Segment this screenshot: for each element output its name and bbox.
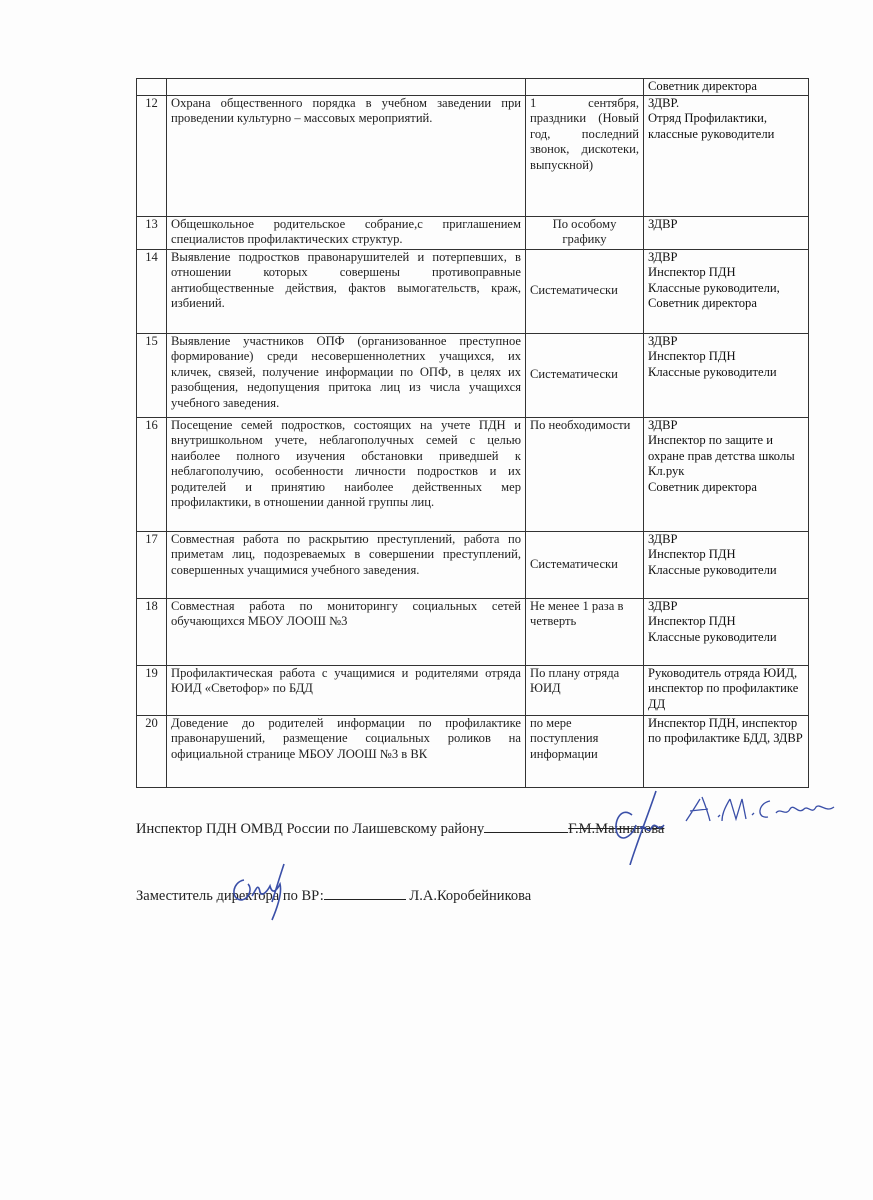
- responsible-line: Классные руководители: [648, 364, 777, 379]
- responsible-cell: [644, 95, 809, 216]
- table-row: [137, 665, 809, 715]
- responsible-cell: [644, 249, 809, 333]
- responsible-line: ЗДВР: [648, 417, 678, 432]
- responsible-line: Классные руководители: [648, 629, 777, 644]
- responsible-cell: [644, 598, 809, 665]
- row-number: 20: [137, 715, 167, 787]
- activity-cell: Выявление подростков правонарушителей и потерпевших, в отношении которых совершены противоправные антиобщественные действия, фактов вымогательств, краж, избиений.: [167, 249, 526, 333]
- timing-cell: по мере поступления информации: [526, 715, 644, 787]
- deputy-signature-line: [136, 885, 531, 905]
- responsible-cell: [644, 715, 809, 787]
- responsible-line: Инспектор ПДН: [648, 547, 736, 561]
- timing-cell: По плану отряда ЮИД: [526, 665, 644, 715]
- responsible-line: Кл.рук: [648, 464, 685, 478]
- timing-cell: По необходимости: [526, 417, 644, 531]
- signature-blank: [324, 885, 406, 900]
- responsible-line: ЗДВР.: [648, 95, 680, 110]
- inspector-name: Г.М.Маннапова: [568, 821, 665, 837]
- timing-cell: Систематически: [526, 531, 644, 598]
- row-number: 16: [137, 417, 167, 531]
- responsible-line: Инспектор по защите и охране прав детства школы: [648, 433, 795, 463]
- table-row: [137, 715, 809, 787]
- deputy-title: Заместитель директора по ВР:: [136, 888, 324, 904]
- responsible-cell: [644, 531, 809, 598]
- responsible-line: ЗДВР: [648, 216, 678, 231]
- table-row: [137, 216, 809, 249]
- row-number: 19: [137, 665, 167, 715]
- inspector-title: Инспектор ПДН ОМВД России по Лаишевскому району: [136, 821, 485, 837]
- row-number: [137, 79, 167, 96]
- activity-cell: [167, 79, 526, 96]
- responsible-line: Инспектор ПДН: [648, 349, 736, 363]
- responsible-line: Руководитель отряда ЮИД, инспектор по профилактике ДД: [648, 665, 799, 711]
- timing-cell: По особому графику: [526, 216, 644, 249]
- row-number: 17: [137, 531, 167, 598]
- table-row: [137, 417, 809, 531]
- table-row: [137, 249, 809, 333]
- responsible-cell: [644, 333, 809, 417]
- activity-cell: Доведение до родителей информации по профилактике правонарушений, размещение социальных роликов на официальной странице МБОУ ЛООШ №3 в ВК: [167, 715, 526, 787]
- responsible-cell: [644, 665, 809, 715]
- signature-blank: [484, 818, 568, 833]
- activity-plan-table: [136, 78, 809, 788]
- responsible-line: Советник директора: [648, 79, 757, 93]
- activity-cell: Выявление участников ОПФ (организованное преступное формирование) среди несовершеннолетних учащихся, их кличек, связей, получение информации по ОПФ, в целях их разобщения, недопущения притока лиц из числа учащихся учебного заведения.: [167, 333, 526, 417]
- responsible-cell: [644, 417, 809, 531]
- responsible-line: ЗДВР: [648, 598, 678, 613]
- inspector-signature: [590, 785, 850, 865]
- table-row: [137, 531, 809, 598]
- row-number: 12: [137, 95, 167, 216]
- deputy-signature: [222, 862, 302, 922]
- responsible-line: Классные руководители: [648, 562, 777, 577]
- responsible-line: Отряд Профилактики, классные руководители: [648, 111, 775, 141]
- row-number: 15: [137, 333, 167, 417]
- activity-cell: Посещение семей подростков, состоящих на учете ПДН и внутришкольном учете, неблагополучных семей с целью наиболее полного изучения обстановки приведшей к неблагополучию, особенности личности подростков и их родителей и принятию наиболее действенных мер профилактики, в отношении данной группы лиц.: [167, 417, 526, 531]
- responsible-line: Инспектор ПДН, инспектор по профилактике БДД, ЗДВР: [648, 715, 803, 745]
- row-number: 14: [137, 249, 167, 333]
- responsible-line: ЗДВР: [648, 531, 678, 546]
- responsible-line: Классные руководители,: [648, 280, 780, 295]
- row-number: 13: [137, 216, 167, 249]
- responsible-line: Советник директора: [648, 296, 757, 310]
- timing-cell: Систематически: [526, 249, 644, 333]
- table-row: [137, 333, 809, 417]
- timing-cell: 1 сентября, праздники (Новый год, последний звонок, дискотеки, выпускной): [526, 95, 644, 216]
- row-number: 18: [137, 598, 167, 665]
- table-row: [137, 95, 809, 216]
- activity-cell: Совместная работа по мониторингу социальных сетей обучающихся МБОУ ЛООШ №3: [167, 598, 526, 665]
- responsible-cell: [644, 79, 809, 96]
- inspector-signature-line: [136, 818, 664, 838]
- timing-cell: [526, 79, 644, 96]
- responsible-line: ЗДВР: [648, 249, 678, 264]
- table-row: [137, 598, 809, 665]
- timing-cell: Систематически: [526, 333, 644, 417]
- activity-cell: Общешкольное родительское собрание,с приглашением специалистов профилактических структур.: [167, 216, 526, 249]
- timing-cell: Не менее 1 раза в четверть: [526, 598, 644, 665]
- activity-cell: Охрана общественного порядка в учебном заведении при проведении культурно – массовых мероприятий.: [167, 95, 526, 216]
- table-row: [137, 79, 809, 96]
- responsible-cell: [644, 216, 809, 249]
- responsible-line: Инспектор ПДН: [648, 265, 736, 279]
- activity-cell: Профилактическая работа с учащимися и родителями отряда ЮИД «Светофор» по БДД: [167, 665, 526, 715]
- responsible-line: ЗДВР: [648, 333, 678, 348]
- activity-cell: Совместная работа по раскрытию преступлений, работа по приметам лиц, подозреваемых в совершении преступлений, совершенных учащимися учебного заведения.: [167, 531, 526, 598]
- deputy-name: Л.А.Коробейникова: [409, 888, 532, 904]
- responsible-line: Инспектор ПДН: [648, 614, 736, 628]
- responsible-line: Советник директора: [648, 479, 757, 494]
